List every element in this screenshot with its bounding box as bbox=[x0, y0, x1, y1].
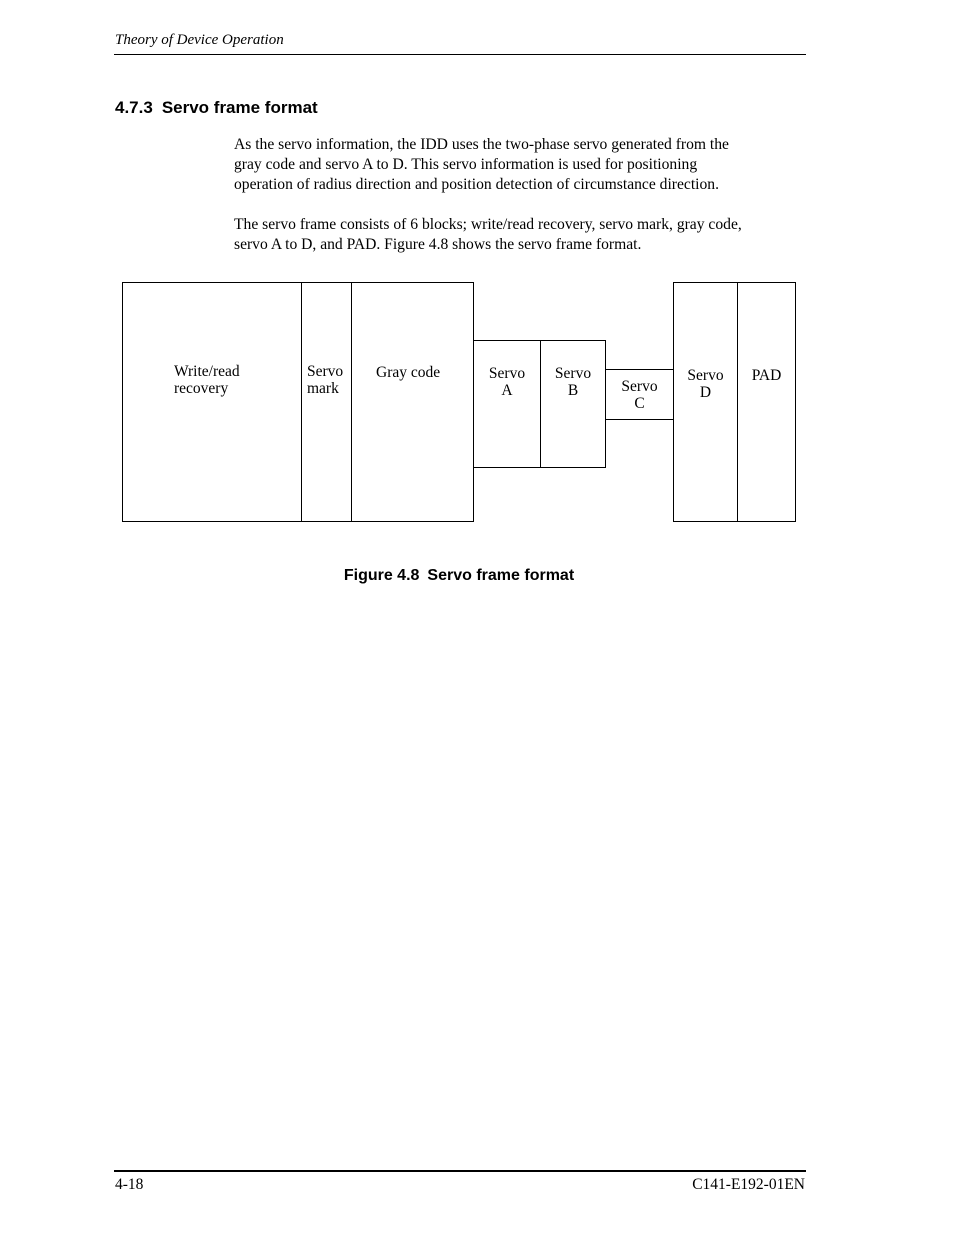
figure-caption bbox=[0, 567, 918, 585]
page-number: 4-18 bbox=[115, 1176, 144, 1193]
paragraph-line: servo A to D, and PAD. Figure 4.8 shows the servo frame format. bbox=[234, 236, 642, 253]
servo-mark-block bbox=[301, 282, 352, 522]
servo-b-block bbox=[540, 340, 606, 468]
servo-a-label: Servo A bbox=[488, 365, 526, 399]
figure-caption-number: Figure 4.8 bbox=[343, 567, 420, 584]
running-header: Theory of Device Operation bbox=[115, 32, 284, 48]
footer-rule bbox=[114, 1170, 806, 1172]
servo-d-block bbox=[673, 282, 738, 522]
servo-c-label: Servo C bbox=[621, 378, 658, 412]
write-read-recovery-block bbox=[122, 282, 302, 522]
figure-caption-title: Servo frame format bbox=[427, 567, 575, 584]
document-code: C141-E192-01EN bbox=[692, 1176, 805, 1193]
gray-code-block bbox=[351, 282, 474, 522]
servo-frame-diagram bbox=[0, 0, 954, 560]
section-title: Servo frame format bbox=[161, 98, 318, 117]
paragraph-line: The servo frame consists of 6 blocks; write/read recovery, servo mark, gray code, bbox=[234, 216, 742, 233]
paragraph-line: As the servo information, the IDD uses the two-phase servo generated from the bbox=[234, 136, 729, 153]
servo-a-block bbox=[473, 340, 541, 468]
paragraph-line: operation of radius direction and position detection of circumstance direction. bbox=[234, 176, 719, 193]
paragraph-line: gray code and servo A to D. This servo information is used for positioning bbox=[234, 156, 698, 173]
section-number: 4.7.3 bbox=[115, 98, 153, 117]
pad-block bbox=[737, 282, 796, 522]
servo-d-label: Servo D bbox=[687, 367, 724, 401]
pad-label: PAD bbox=[751, 367, 782, 384]
servo-b-label: Servo B bbox=[554, 365, 592, 399]
gray-code-label: Gray code bbox=[376, 364, 441, 381]
write-read-recovery-label: Write/read recovery bbox=[174, 363, 240, 397]
servo-mark-label: Servo mark bbox=[307, 363, 344, 397]
